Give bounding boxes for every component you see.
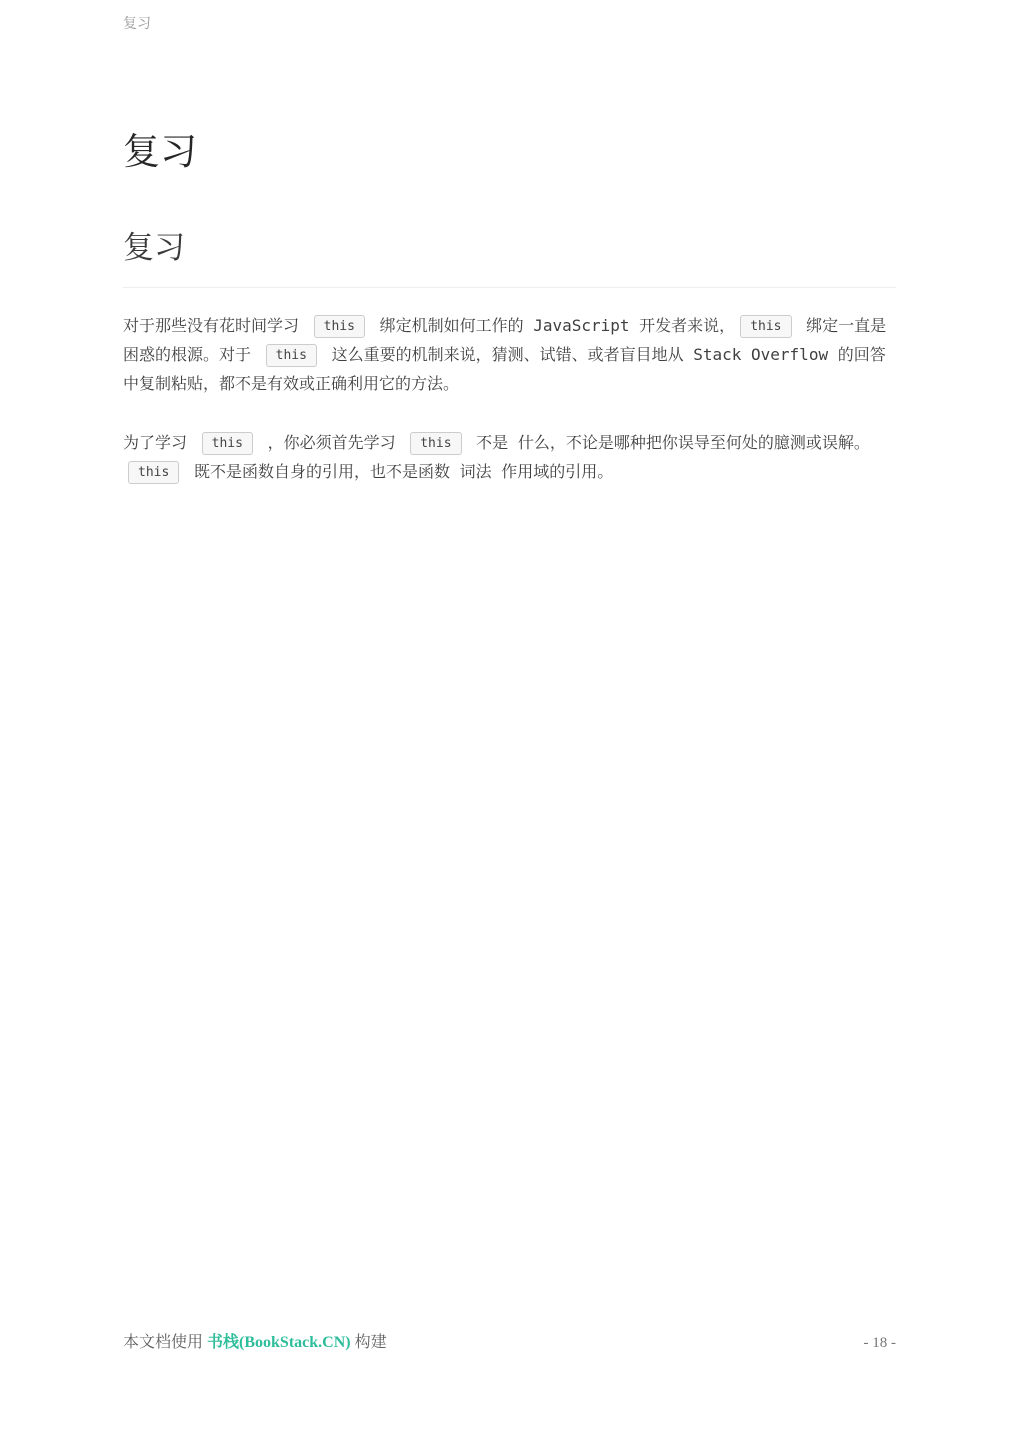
paragraph: 对于那些没有花时间学习 this 绑定机制如何工作的 JavaScript 开发者来说， this 绑定一直是困惑的根源。对于 this 这么重要的机制来说，猜测、试错、或者盲目地从 Stack Overflow 的回答中复制粘贴，都不是有效或正确利用它的方法。	[123, 316, 887, 394]
inline-code-this: this	[128, 461, 179, 484]
body-paragraphs	[123, 311, 896, 486]
bookstack-link[interactable]: 书栈(BookStack.CN)	[207, 1334, 351, 1351]
footer-builder-note	[123, 1329, 387, 1352]
page-number: - 18 -	[863, 1335, 896, 1351]
running-header	[123, 13, 151, 33]
inline-code-this: this	[410, 432, 461, 455]
inline-code-this: this	[202, 432, 253, 455]
footer-prefix: 本文档使用	[123, 1334, 208, 1351]
running-header-title: 复习	[123, 15, 151, 31]
inline-code-this: this	[266, 344, 317, 367]
footer-suffix: 构建	[350, 1334, 387, 1351]
page-footer	[123, 1329, 896, 1352]
inline-code-this: this	[314, 315, 365, 338]
inline-code-this: this	[740, 315, 791, 338]
section-title: 复习	[123, 230, 896, 288]
chapter-title: 复习	[123, 131, 197, 172]
paragraph: 为了学习 this ，你必须首先学习 this 不是 什么，不论是哪种把你误导至何处的臆测或误解。 this 既不是函数自身的引用，也不是函数 词法 作用域的引用。	[123, 428, 896, 486]
page-content	[0, 0, 1019, 486]
